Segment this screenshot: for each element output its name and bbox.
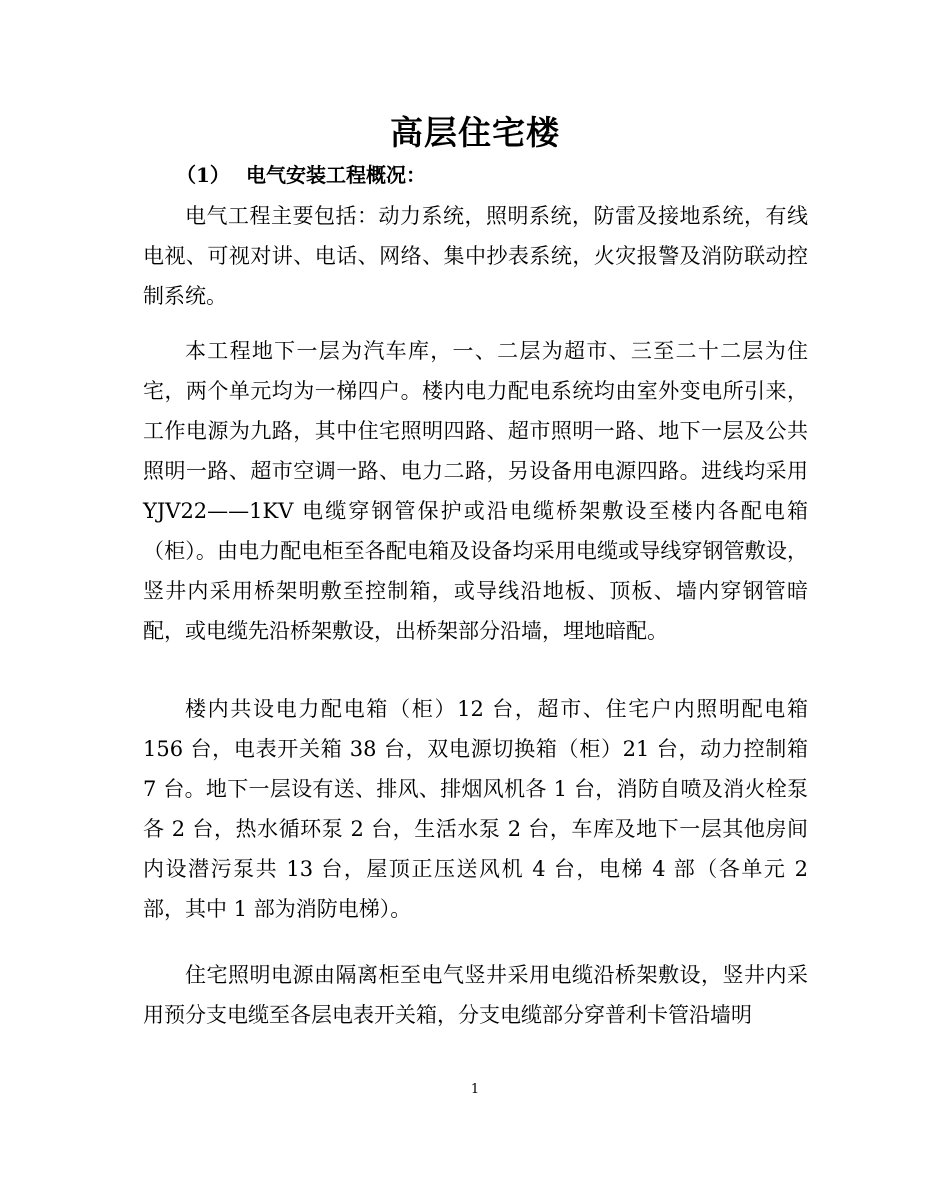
paragraph-text: 楼内共设电力配电箱（柜）12 台，超市、住宅户内照明配电箱 156 台，电表开关箱 38 台，双电源切换箱（柜）21 台，动力控制箱 7 台。地下一层设有送、排风、排烟风机各 1 台，消防自喷及消火栓泵各 2 台，热水循环泵 2 台，生活水泵 2 台，车库及地下一层其他房间内设潜污泵共 13 台，屋顶正压送风机 4 台，电梯 4 部（各单元 2 部，其中 1 部为消防电梯）。 bbox=[143, 697, 808, 921]
section-number: （1） bbox=[176, 163, 230, 187]
page-number: 1 bbox=[470, 1082, 480, 1097]
paragraph-electrical-scope bbox=[143, 196, 808, 316]
section-heading-text: 电气安装工程概况： bbox=[246, 163, 426, 187]
paragraph-building-power-supply bbox=[143, 331, 808, 651]
paragraph-text: 电气工程主要包括：动力系统，照明系统，防雷及接地系统，有线电视、可视对讲、电话、网络、集中抄表系统，火灾报警及消防联动控制系统。 bbox=[143, 204, 808, 308]
paragraph-residential-lighting bbox=[143, 955, 808, 1035]
paragraph-equipment-list bbox=[143, 689, 808, 929]
paragraph-text: 本工程地下一层为汽车库，一、二层为超市、三至二十二层为住宅，两个单元均为一梯四户。楼内电力配电系统均由室外变电所引来，工作电源为九路，其中住宅照明四路、超市照明一路、地下一层及公共照明一路、超市空调一路、电力二路，另设备用电源四路。进线均采用 YJV22——1KV 电缆穿钢管保护或沿电缆桥架敷设至楼内各配电箱（柜）。由电力配电柜至各配电箱及设备均采用电缆或导线穿钢管敷设，竖井内采用桥架明敷至控制箱，或导线沿地板、顶板、墙内穿钢管暗配，或电缆先沿桥架敷设，出桥架部分沿墙，埋地暗配。 bbox=[143, 339, 808, 643]
paragraph-text: 住宅照明电源由隔离柜至电气竖井采用电缆沿桥架敷设，竖井内采用预分支电缆至各层电表开关箱，分支电缆部分穿普利卡管沿墙明 bbox=[143, 963, 808, 1027]
document-title: 高层住宅楼 bbox=[390, 113, 560, 152]
section-heading bbox=[176, 158, 426, 192]
